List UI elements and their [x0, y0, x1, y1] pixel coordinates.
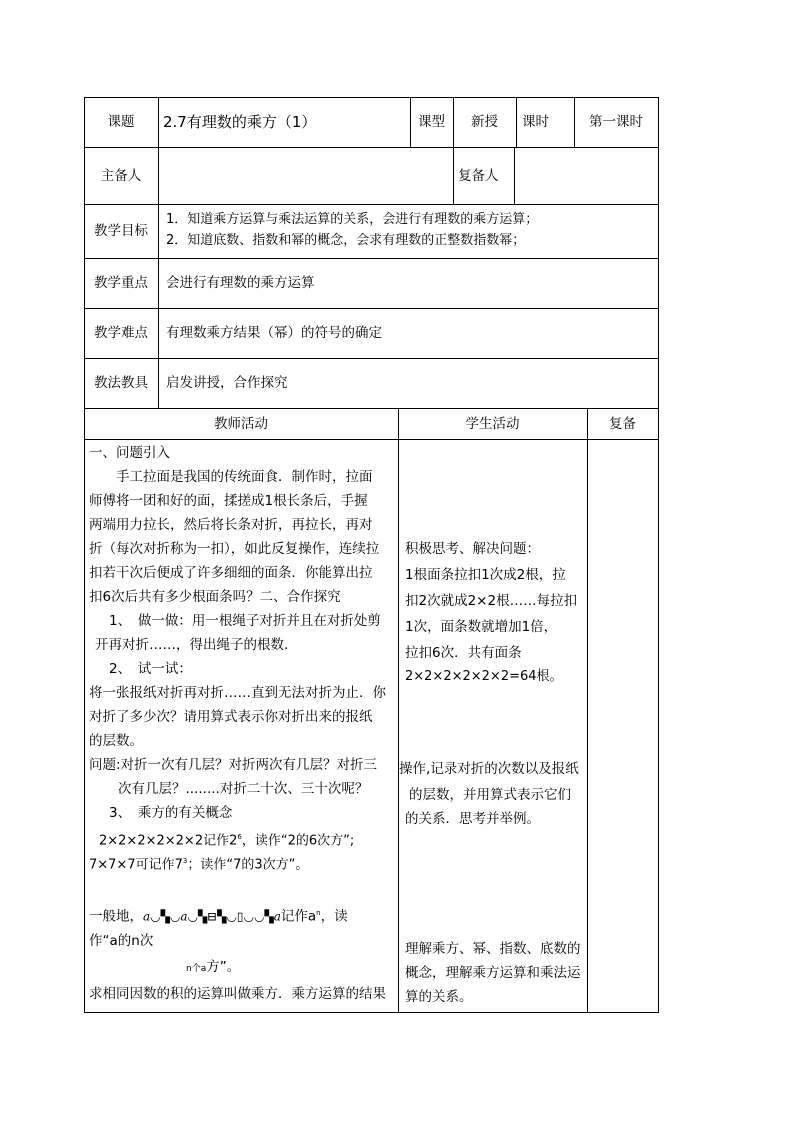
teacher-line: 2、 试一试： [109, 661, 192, 677]
lesson-hour-label: 课时 [522, 114, 549, 130]
teacher-line: 求相同因数的积的运算叫做乘方．乘方运算的结果 [89, 986, 386, 1002]
method-label: 教法教具 [94, 375, 148, 391]
table-row-divider [84, 308, 659, 309]
student-line: 算的关系。 [405, 989, 473, 1005]
teacher-line: 对折了多少次？请用算式表示你对折出来的报纸 [89, 709, 373, 725]
teacher-line: 手工拉面是我国的传统面食．制作时，拉面 [116, 469, 373, 485]
teacher-line: 扣若干次后便成了许多细细的面条．你能算出拉 [89, 565, 373, 581]
student-line: 扣2次就成2×2根……每拉扣 [405, 593, 578, 609]
teacher-line: 次有几层？........对折二十次、三十次呢？ [118, 781, 369, 797]
topic-label: 课题 [107, 114, 135, 130]
difficulty-label: 教学难点 [94, 325, 148, 341]
table-col-divider [514, 147, 515, 204]
goal-label: 教学目标 [94, 223, 148, 239]
student-line: 的关系．思考并举例。 [405, 811, 540, 827]
teacher-line: 两端用力拉长，然后将长条对折，再拉长，再对 [89, 517, 373, 533]
table-border-bottom [84, 1012, 659, 1013]
student-line: 2×2×2×2×2×2=64根。 [405, 669, 563, 684]
table-col-divider [158, 97, 159, 408]
teacher-line-underbrace: n个a方”。 [186, 959, 241, 975]
preparer-label: 主备人 [100, 168, 142, 184]
goal-item-2: 2．知道底数、指数和幂的概念，会求有理数的正整数指数幂； [166, 233, 526, 248]
table-row-divider [84, 408, 659, 409]
review-header: 复备 [609, 416, 636, 432]
table-row-divider [84, 439, 659, 440]
table-col-divider [516, 97, 517, 147]
teacher-line: 将一张报纸对折再对折……直到无法对折为止．你 [89, 685, 386, 701]
student-line: 理解乘方、幂、指数、底数的 [405, 941, 581, 957]
student-line: 拉扣6次．共有面条 [405, 645, 522, 661]
student-line: 操作,记录对折的次数以及报纸 [399, 761, 579, 777]
teacher-line: 一、问题引入 [89, 445, 170, 461]
lesson-type-value: 新授 [471, 114, 498, 130]
table-row-divider [84, 204, 659, 205]
topic-value: 2.7有理数的乘方（1） [163, 113, 317, 131]
key-point-value: 会进行有理数的乘方运算 [166, 275, 315, 291]
student-line: 积极思考、解决问题： [405, 541, 540, 557]
table-border-top [84, 97, 659, 98]
student-activity-header: 学生活动 [465, 416, 520, 432]
student-line: 概念，理解乘方运算和乘法运 [405, 965, 581, 981]
student-line: 1根面条拉扣1次成2根，拉 [405, 567, 566, 583]
teacher-line: 开再对折……，得出绳子的根数. [95, 637, 289, 653]
table-row-divider [84, 358, 659, 359]
table-col-divider [398, 408, 399, 1013]
student-line: 1次，面条数就增加1倍， [405, 619, 558, 635]
student-line: 的层数，并用算式表示它们 [409, 787, 571, 803]
table-border-right [658, 97, 659, 1013]
teacher-line-general-definition: 一般地，a◡▚◡a◡▚⊟▚◡▯◡◡▚a记作$a^n$，读 [89, 908, 348, 925]
table-col-divider [587, 408, 588, 1013]
product-formula-image: a◡▚◡a◡▚⊟▚◡▯◡◡▚a [143, 909, 281, 924]
method-value: 启发讲授，合作探究 [166, 375, 288, 391]
difficulty-value: 有理数乘方结果（幂）的符号的确定 [166, 325, 382, 341]
teacher-line: 作“a的n次 [89, 933, 154, 949]
table-row-divider [84, 258, 659, 259]
teacher-line: 的层数。 [89, 733, 143, 749]
teacher-line: 师傅将一团和好的面，揉搓成1根长条后，手握 [89, 493, 368, 509]
teacher-line: 3、 乘方的有关概念 [109, 805, 233, 821]
table-row-divider [84, 147, 659, 148]
lesson-type-label: 课型 [418, 114, 445, 130]
goal-item-1: 1．知道乘方运算与乘法运算的关系，会进行有理数的乘方运算； [166, 212, 539, 227]
teacher-activity-header: 教师活动 [214, 416, 268, 432]
key-point-label: 教学重点 [94, 275, 148, 291]
teacher-line-power-example-1: 2×2×2×2×2×2记作$2^6$，读作“2的6次方”; [99, 833, 355, 849]
co-preparer-label: 复备人 [458, 168, 499, 184]
lesson-hour-value: 第一课时 [589, 114, 643, 130]
teacher-line: 问题:对折一次有几层？对折两次有几层？对折三 [89, 757, 378, 773]
teacher-line-power-example-2: 7×7×7可记作$7^3$；读作“7的3次方”。 [89, 857, 309, 873]
teacher-line: 扣6次后共有多少根面条吗？二、合作探究 [89, 589, 341, 605]
teacher-line: 折（每次对折称为一扣），如此反复操作，连续拉 [89, 541, 380, 557]
teacher-line: 1、 做一做：用一根绳子对折并且在对折处剪 [109, 613, 381, 629]
